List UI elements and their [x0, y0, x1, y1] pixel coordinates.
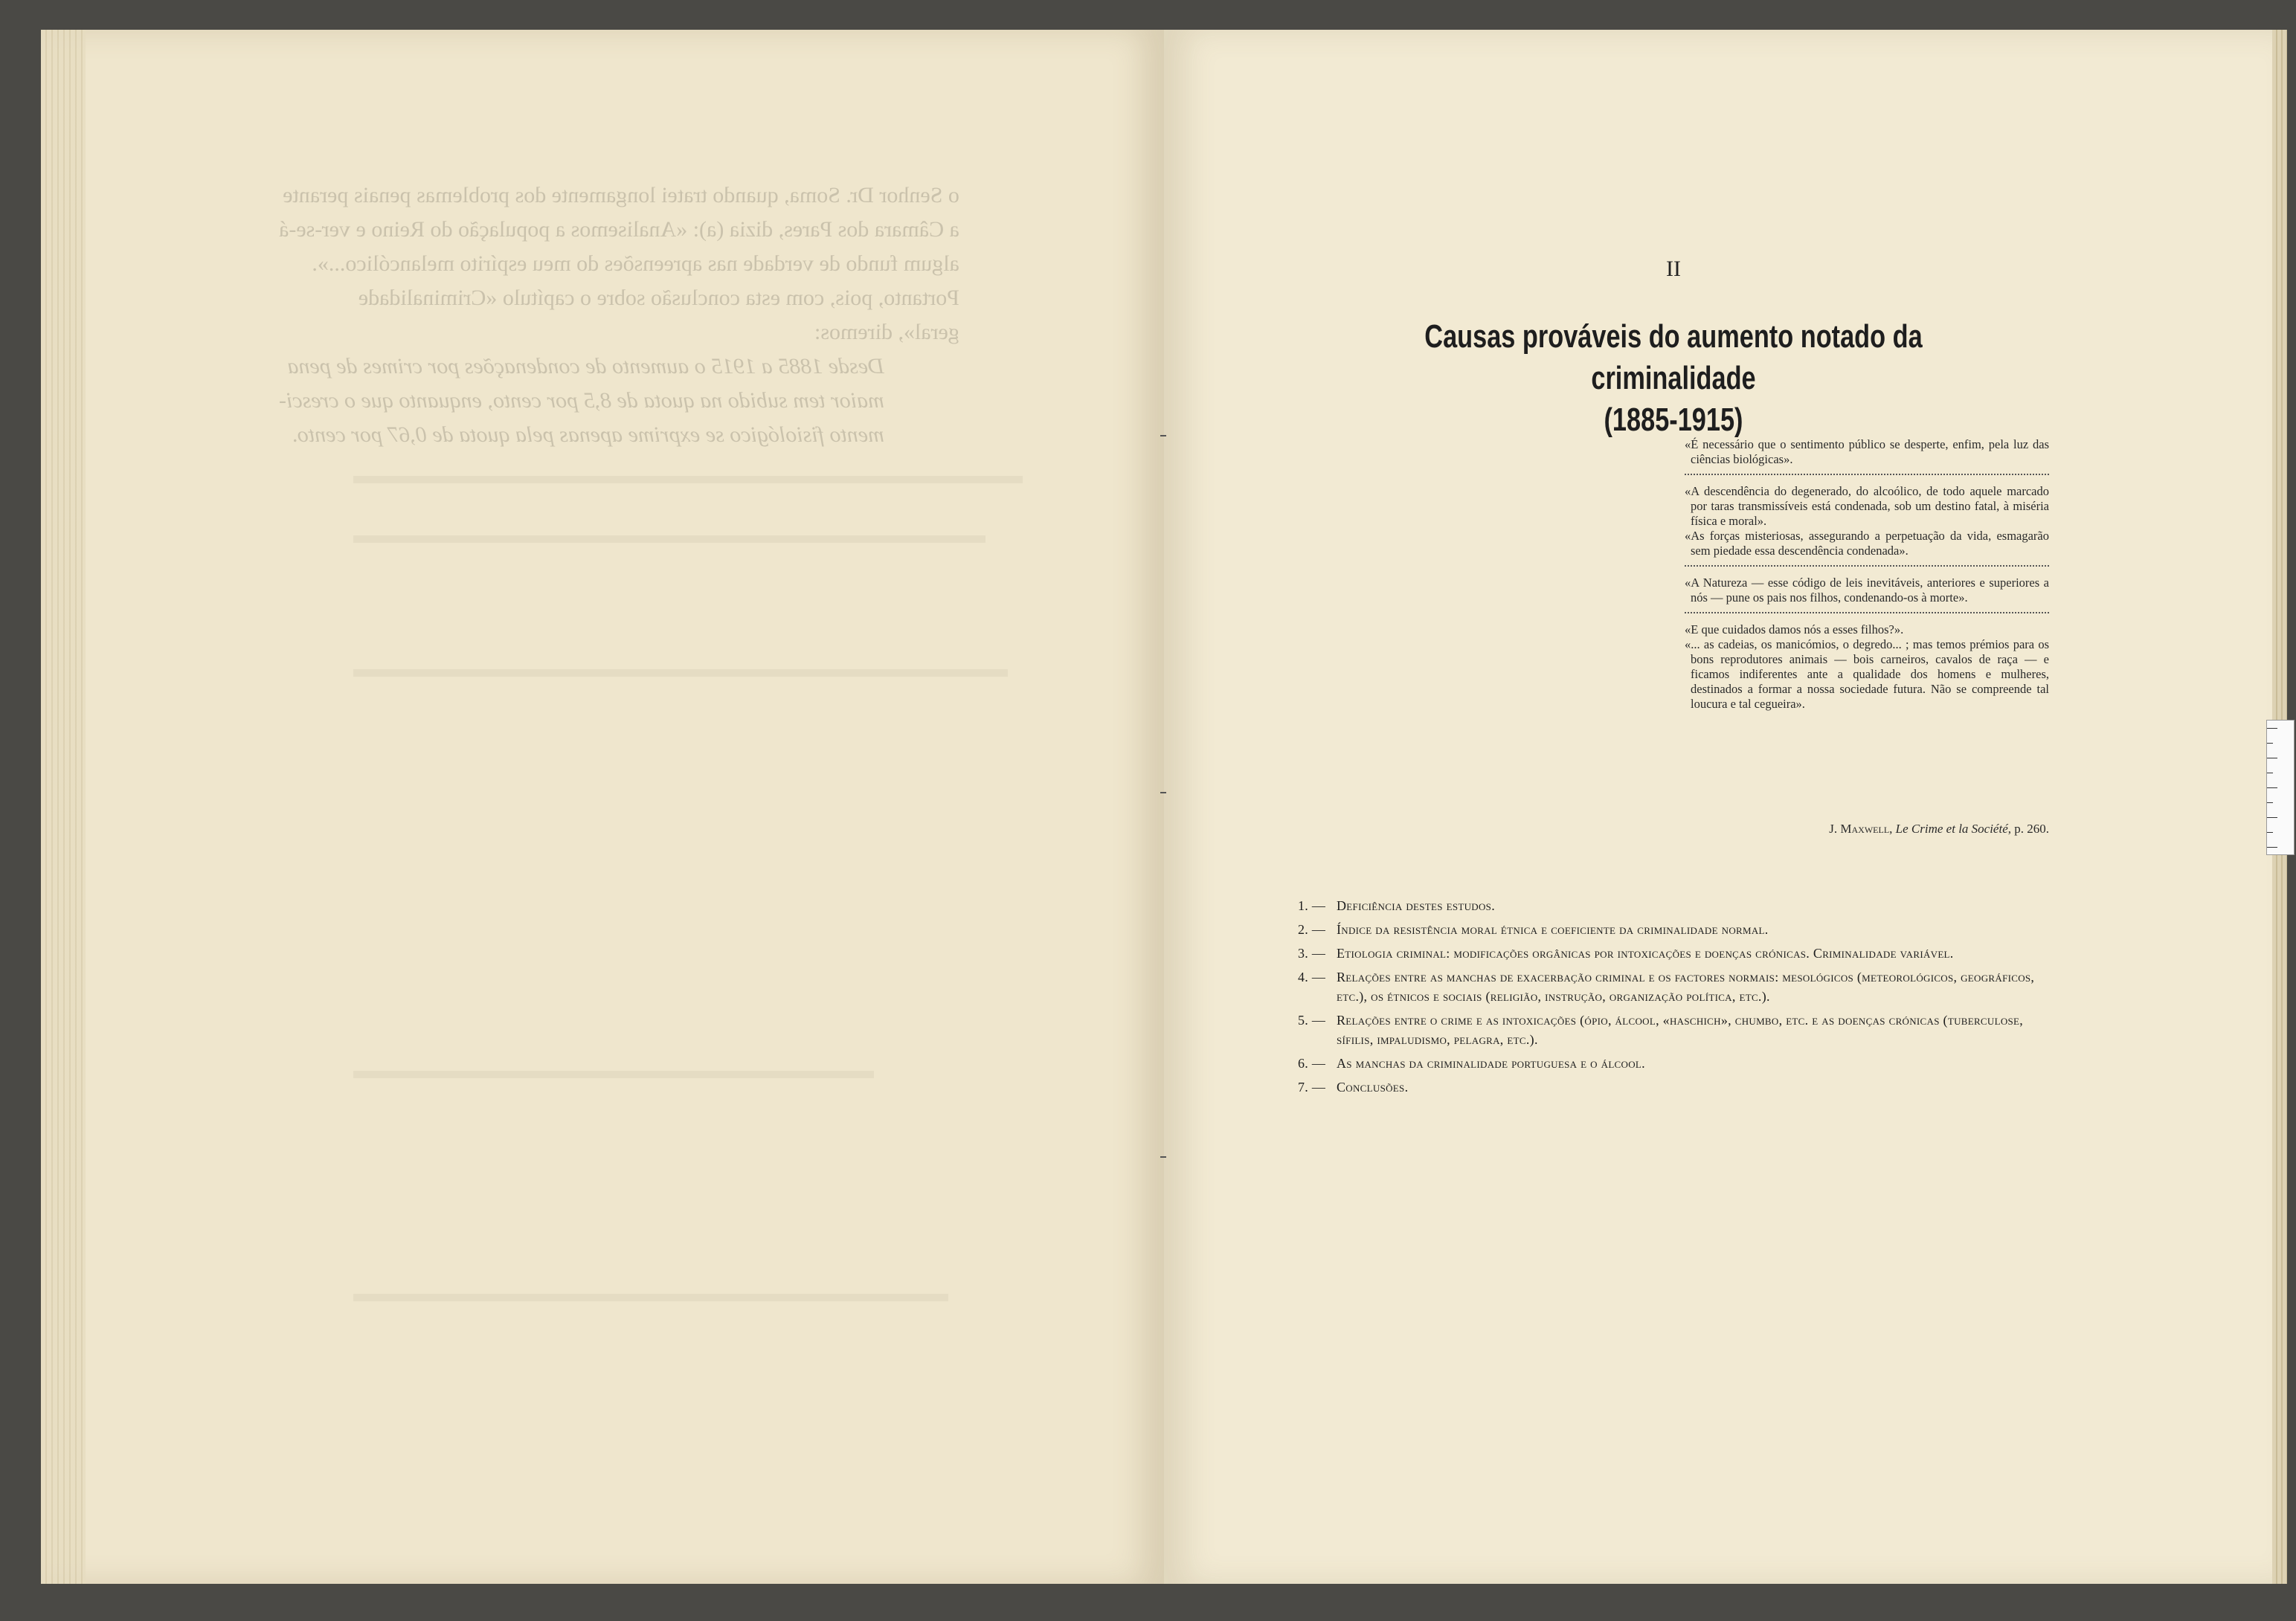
faint-show-through [353, 669, 1008, 677]
faint-show-through [353, 535, 985, 543]
right-page [1164, 30, 2272, 1584]
gutter-mark [1160, 1156, 1166, 1158]
epigraph-attribution: J. Maxwell, Le Crime et la Société, p. 260. [1829, 822, 2049, 836]
epigraph-quote: «As forças misteriosas, assegurando a perpetuação da vida, esmagarão sem piedade essa descendência condenada». [1685, 529, 2049, 558]
epigraph-quote: «A Natureza — esse código de leis inevitáveis, anteriores e superiores a nós — pune os pais nos filhos, condenando-os à morte». [1685, 576, 2049, 605]
epigraph-quote: «E que cuidados damos nós a esses filhos?». [1685, 622, 1904, 637]
contents-item: 3. — Etiologia criminal: modificações orgânicas por intoxicações e doenças crónicas. Criminalidade variável. [1298, 946, 1954, 961]
contents-item: 7. — Conclusões. [1298, 1080, 1409, 1095]
contents-item: 2. — Índice da resistência moral étnica e coeficiente da criminalidade normal. [1298, 922, 1769, 937]
epigraph-quote: «É necessário que o sentimento público se desperte, enfim, pela luz das ciências biológicas». [1685, 437, 2049, 466]
chapter-number: II [1666, 257, 1681, 281]
dotted-separator [1685, 565, 2049, 567]
bleed-through-text: o Senhor Dr. Soma, quando tratei longamente dos problemas penais perante a Câmara dos Pares, dizia (a): «Analisemos a população do Reino e ver-se-á algum fundo de verdade nas apreensões do meu espírito melancólico...». Portanto, pois, com esta conclusão sobre o capítulo «Criminalidade geral», diremos: [279, 183, 959, 344]
contents-item: 5. — Relações entre o crime e as intoxicações (ópio, álcool, «haschich», chumbo, etc. e as doenças crónicas (tuberculose, sífilis, impaludismo, pelagra, etc.). [1298, 1013, 2024, 1047]
chapter-title [1383, 316, 1964, 441]
contents-item: 6. — As manchas da criminalidade portuguesa e o álcool. [1298, 1056, 1645, 1071]
contents-item: 4. — Relações entre as manchas de exacerbação criminal e os factores normais: mesológicos (meteorológicos, geográficos, etc.), os étnicos e sociais (religião, instrução, organização política, etc.). [1298, 970, 2035, 1004]
dotted-separator [1685, 474, 2049, 475]
bleed-through-italic: Desde 1885 a 1915 o aumento de condenações por crimes de pena maior tem subido na quota de 8,5 por cento, enquanto que o cresci- mento fisiológico se exprime apenas pela quota de 0,67 por cento. [279, 354, 884, 447]
faint-show-through [353, 1294, 948, 1301]
title-line-1: Causas prováveis do aumento notado da criminalidade [1424, 318, 1923, 396]
gutter-mark [1160, 435, 1166, 436]
chapter-contents [1298, 896, 2049, 1101]
contents-item: 1. — Deficiência destes estudos. [1298, 898, 1495, 913]
dotted-separator [1685, 612, 2049, 613]
faint-show-through [353, 476, 1023, 483]
gutter-mark [1160, 792, 1166, 793]
epigraph-quote: «... as cadeias, os manicómios, o degredo... ; mas temos prémios para os bons reprodutores animais — bois carneiros, cavalos de raça — e ficamos indiferentes ante a qualidade dos homens e mulheres, destinados a formar a nossa sociedade futura. Não se compreende tal loucura e tal cegueira». [1685, 637, 2049, 711]
scale-ruler [2266, 720, 2295, 855]
faint-show-through [353, 1071, 874, 1078]
left-page [41, 30, 1164, 1584]
epigraph [1685, 437, 2049, 712]
title-line-2: (1885-1915) [1604, 402, 1743, 438]
book-spread [41, 30, 2272, 1584]
epigraph-quote: «A descendência do degenerado, do alcoólico, de todo aquele marcado por taras transmissíveis está condenada, sob um destino fatal, à miséria física e moral». [1685, 484, 2049, 528]
